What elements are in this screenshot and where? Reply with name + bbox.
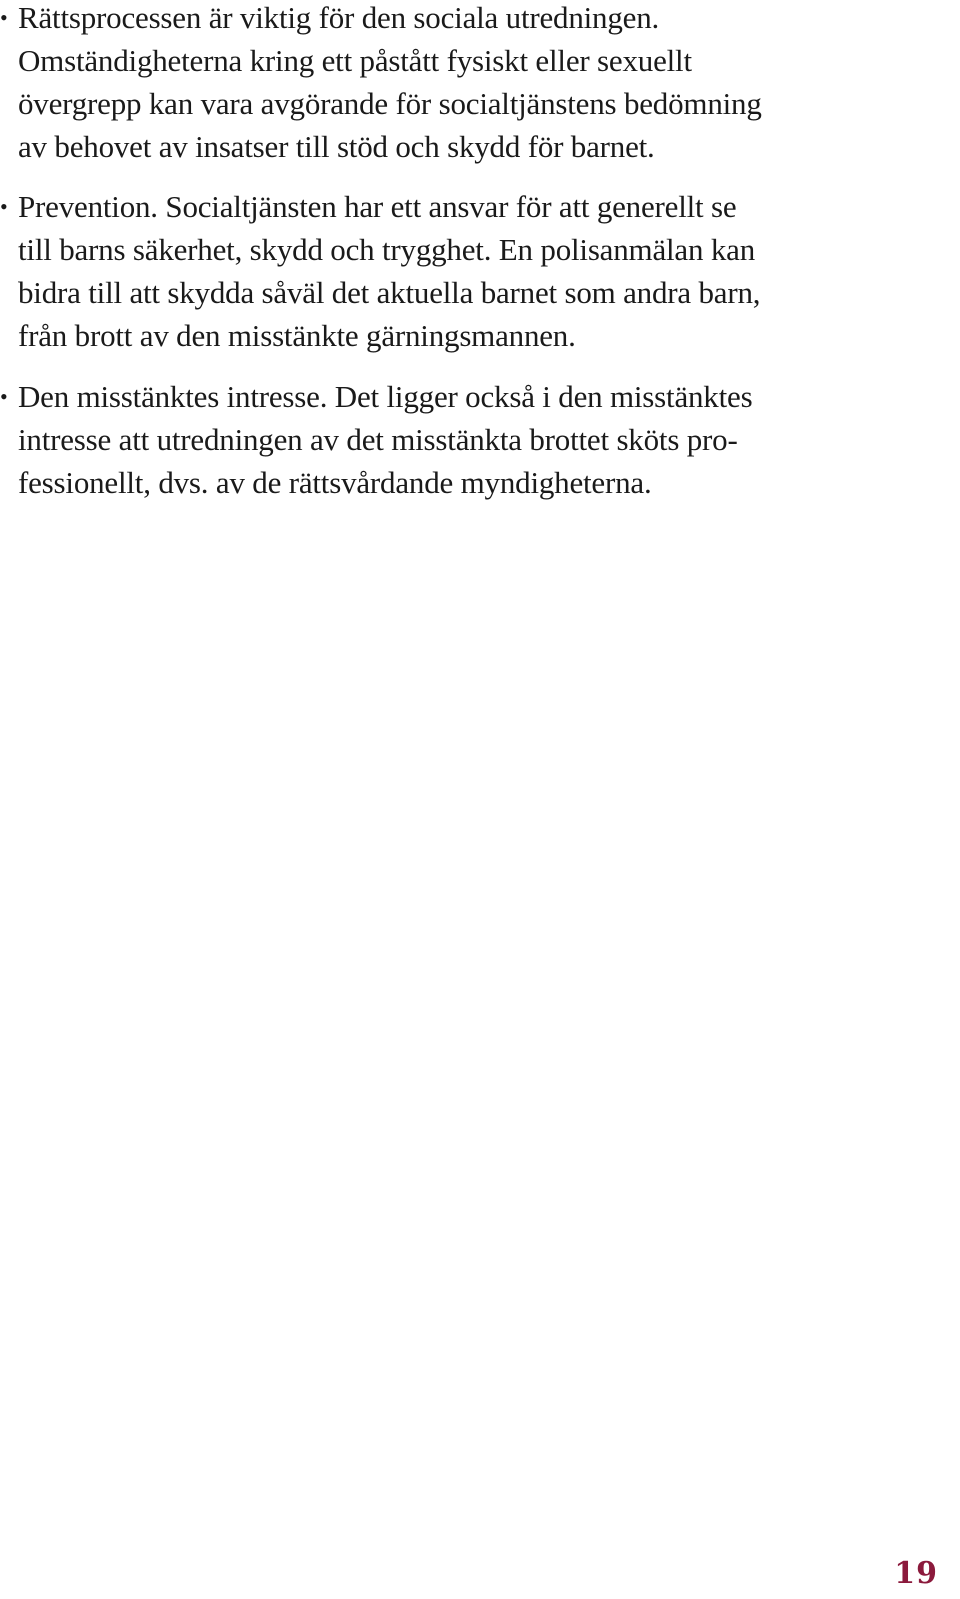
bullet-marker: • <box>0 384 8 409</box>
paragraph-line: Omständigheterna kring ett påstått fysiskt eller sexuellt <box>18 43 692 78</box>
paragraph-line: Prevention. Socialtjänsten har ett ansvar för att generellt se <box>18 189 737 224</box>
paragraph-line: till barns säkerhet, skydd och trygghet. En polisanmälan kan <box>18 232 755 267</box>
paragraph-line: Den misstänktes intresse. Det ligger också i den misstänktes <box>18 379 753 414</box>
bullet-marker: • <box>0 5 8 30</box>
paragraph-line: övergrepp kan vara avgörande för socialtjänstens bedömning <box>18 86 762 121</box>
bullet-marker: • <box>0 194 8 219</box>
paragraph-line: från brott av den misstänkte gärningsmannen. <box>18 318 576 353</box>
paragraph-line: av behovet av insatser till stöd och skydd för barnet. <box>18 129 655 164</box>
paragraph-line: fessionellt, dvs. av de rättsvårdande myndigheterna. <box>18 465 652 500</box>
paragraph-line: intresse att utredningen av det misstänkta brottet sköts pro- <box>18 422 738 457</box>
paragraph-line: bidra till att skydda såväl det aktuella barnet som andra barn, <box>18 275 761 310</box>
paragraph-line: Rättsprocessen är viktig för den sociala utredningen. <box>18 0 660 35</box>
page-number: 19 <box>894 1556 938 1591</box>
